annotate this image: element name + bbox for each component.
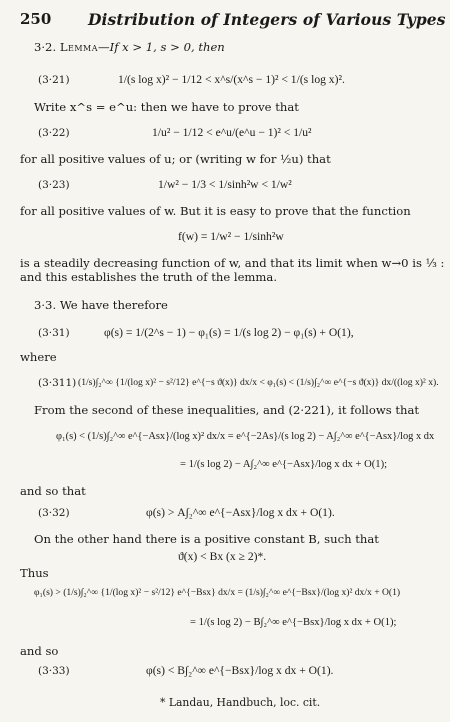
paragraph-decreasing-1: is a steadily decreasing function of w, and that its limit when w→0 is ⅓ : xyxy=(20,256,445,270)
equation-3-33: φ(s) < B∫₂^∞ e^{−Bsx}/log x dx + O(1). xyxy=(146,664,334,677)
lemma-number: 3·2. xyxy=(34,40,57,54)
equation-number-3-21: (3·21) xyxy=(38,74,70,86)
word-thus: Thus xyxy=(20,566,49,580)
paragraph-and-so-that: and so that xyxy=(20,484,86,498)
equation-3-23: 1/w² − 1/3 < 1/sinh²w < 1/w² xyxy=(158,178,292,191)
lemma-word: Lemma xyxy=(59,40,99,54)
paragraph-and-so: and so xyxy=(20,644,59,658)
paragraph-positive-u: for all positive values of u; or (writing w for ½u) that xyxy=(20,152,331,166)
word-where: where xyxy=(20,350,57,364)
running-header xyxy=(20,10,446,32)
equation-phi1-lower-a: φ₁(s) > (1/s)∫₂^∞ {1/(log x)² − s²/12} e^{−Bsx} dx/x = (1/s)∫₂^∞ e^{−Bsx}/(log x)² dx/x + O(1) xyxy=(34,587,401,598)
equation-3-31: φ(s) = 1/(2^s − 1) − φ₁(s) = 1/(s log 2) − φ₁(s) + O(1), xyxy=(104,326,354,339)
equation-number-3-32: (3·32) xyxy=(38,507,70,519)
running-head-title: Distribution of Integers of Various Types xyxy=(88,10,446,29)
equation-theta-bound: ϑ(x) < Bx (x ≥ 2)*. xyxy=(178,550,267,563)
section-number: 3·3. xyxy=(34,298,57,312)
equation-3-22: 1/u² − 1/12 < e^u/(e^u − 1)² < 1/u² xyxy=(152,126,312,139)
equation-phi1-upper-b: = 1/(s log 2) − A∫₂^∞ e^{−Asx}/log x dx + O(1); xyxy=(180,459,388,470)
equation-3-311: (1/s)∫₂^∞ {1/(log x)² − s²/12} e^{−s ϑ(x)} dx/x < φ₁(s) < (1/s)∫₂^∞ e^{−s ϑ(x)} dx/((log x)² x). xyxy=(78,377,439,388)
paragraph-positive-w: for all positive values of w. But it is easy to prove that the function xyxy=(20,204,411,218)
equation-number-3-23: (3·23) xyxy=(38,179,70,191)
equation-number-3-22: (3·22) xyxy=(38,127,70,139)
page-number: 250 xyxy=(20,10,52,28)
equation-number-3-33: (3·33) xyxy=(38,665,70,677)
equation-phi1-lower-b: = 1/(s log 2) − B∫₂^∞ e^{−Bsx}/log x dx + O(1); xyxy=(190,617,397,628)
equation-phi1-upper-a: φ₁(s) < (1/s)∫₂^∞ e^{−Asx}/(log x)² dx/x = e^{−2As}/(s log 2) − A∫₂^∞ e^{−Asx}/log x dx xyxy=(56,431,435,442)
equation-number-3-31: (3·31) xyxy=(38,327,70,339)
equation-f-of-w: f(w) = 1/w² − 1/sinh²w xyxy=(178,230,284,243)
paragraph-decreasing-2: and this establishes the truth of the lemma. xyxy=(20,270,278,284)
lemma-statement: —If x > 1, s > 0, then xyxy=(98,40,225,54)
equation-3-21: 1/(s log x)² − 1/12 < x^s/(x^s − 1)² < 1/(s log x)². xyxy=(118,73,345,86)
equation-number-3-311: (3·311) xyxy=(38,377,77,389)
paragraph-other-hand: On the other hand there is a positive constant B, such that xyxy=(34,532,379,546)
section-intro: We have therefore xyxy=(59,298,168,312)
paragraph-write-substitution: Write x^s = e^u: then we have to prove that xyxy=(34,100,299,114)
paragraph-from-second: From the second of these inequalities, and (2·221), it follows that xyxy=(34,403,420,417)
footnote: * Landau, Handbuch, loc. cit. xyxy=(160,696,321,709)
lemma-heading xyxy=(34,40,225,54)
equation-3-32: φ(s) > A∫₂^∞ e^{−Asx}/log x dx + O(1). xyxy=(146,506,335,519)
section-3-3-heading xyxy=(34,298,168,312)
